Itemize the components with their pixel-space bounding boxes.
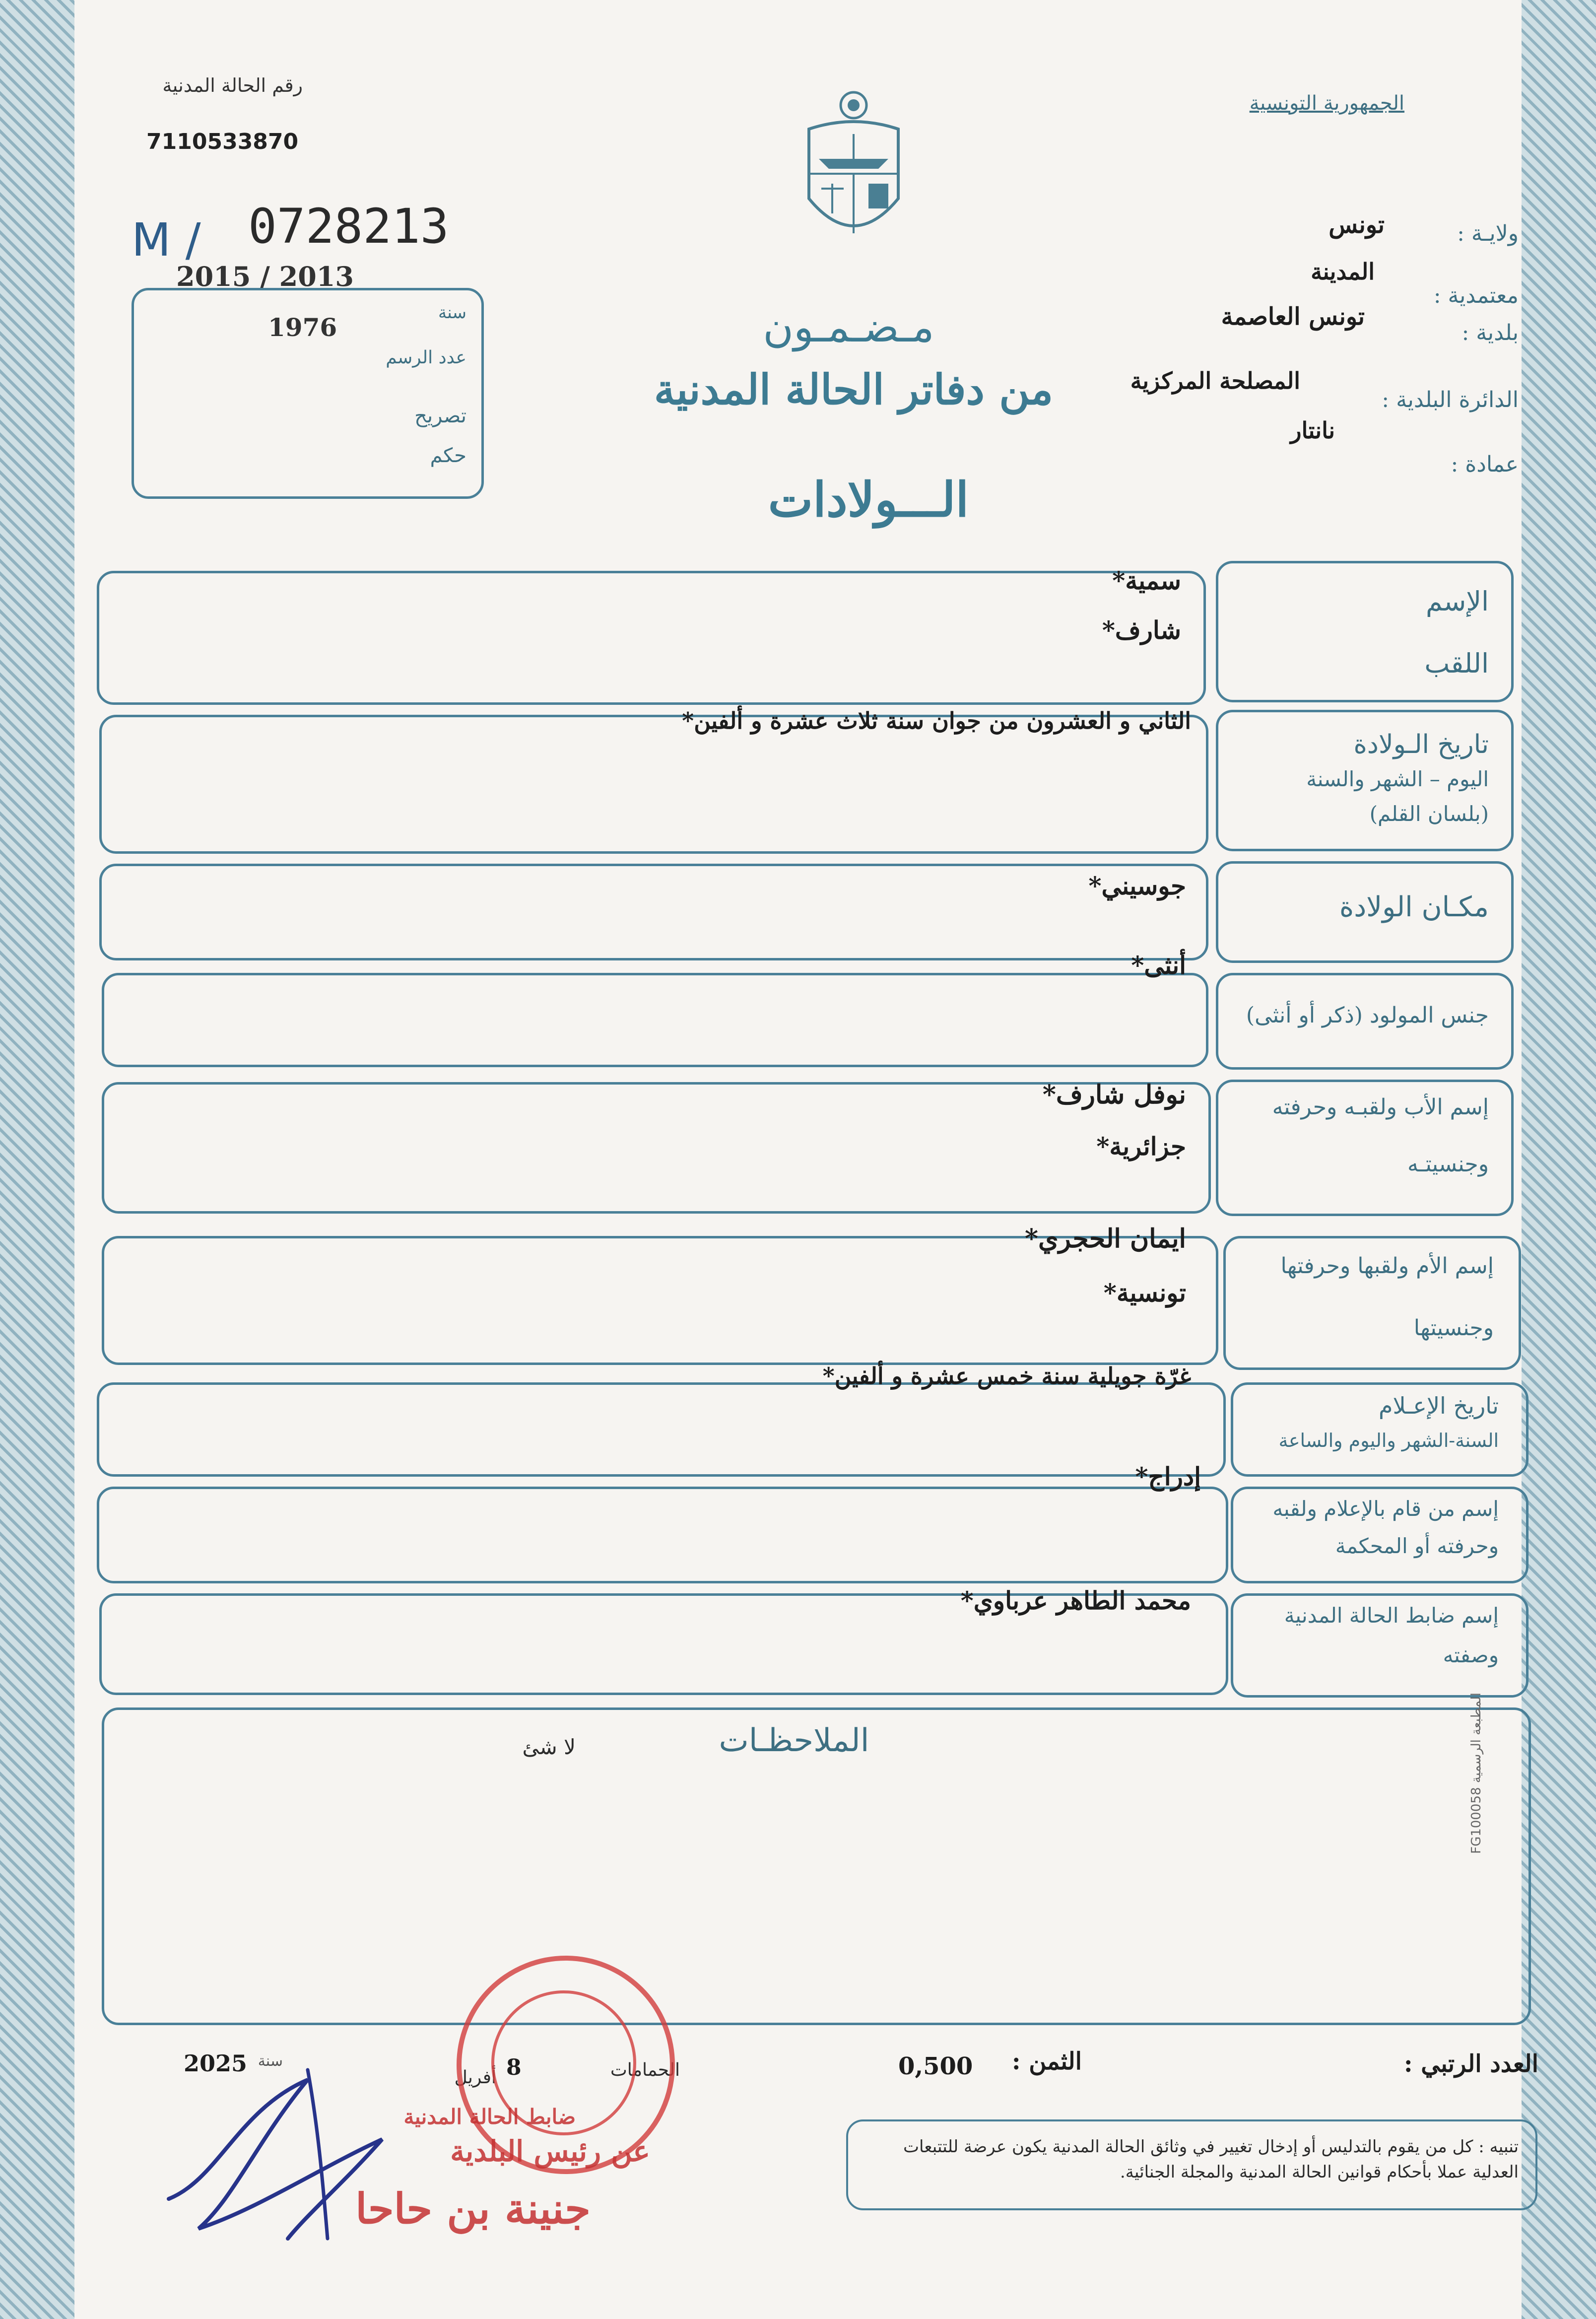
mootamadia-value: المدينة — [1311, 258, 1375, 285]
row-value-surname: شارف* — [1102, 615, 1181, 645]
row-label-father-sub: وجنسيتـه — [1407, 1152, 1489, 1177]
row-value-name: سمية* — [1112, 566, 1181, 595]
civil-number: 7110533870 — [146, 129, 299, 154]
price-value: 0,500 — [898, 2052, 973, 2080]
mootamadia-label: معتمدية : — [1433, 283, 1519, 308]
row-label-birthplace: مكـان الولادة — [1339, 891, 1489, 923]
daira-label: الدائرة البلدية : — [1382, 387, 1519, 412]
baladia-label: بلدية : — [1462, 320, 1519, 345]
row-box-sex-value — [102, 973, 1208, 1067]
decorative-border-left — [0, 0, 74, 2319]
row-label-mother: إسم الأم ولقبها وحرفتها — [1280, 1253, 1494, 1279]
serial-number: 0728213 — [248, 199, 449, 254]
title-line1: مـضـمـون — [763, 303, 934, 351]
stamp-line3: جنينة بن حاحا — [355, 2184, 591, 2233]
handwritten-signature — [159, 2050, 457, 2249]
republic-title: الجمهورية التونسية — [1249, 92, 1404, 115]
row-box-birthdate-value — [99, 715, 1208, 854]
baladia-value: تونس العاصمة — [1221, 303, 1365, 331]
year-value: 2025 — [184, 2050, 248, 2077]
register-number: 1976 — [268, 313, 337, 342]
register-years: 2015 / 2013 — [176, 261, 354, 292]
stamp-line1: ضابط الحالة المدنية — [403, 2105, 576, 2129]
row-label-declarant: إسم من قام بالإعلام ولقبه — [1272, 1497, 1499, 1521]
row-label-birthdate-note: (بلسان القلم) — [1369, 802, 1489, 826]
row-box-name-label — [1216, 561, 1514, 702]
wilaya-label: ولايـة : — [1457, 221, 1519, 246]
row-label-declarant-sub: وحرفته أو المحكمة — [1335, 1534, 1499, 1558]
decorative-border-right — [1522, 0, 1596, 2319]
printer-mark: المطبعة الرسمية FG100058 — [1469, 1693, 1484, 1854]
row-value-birthplace: جوسيني* — [1088, 871, 1186, 900]
register-label-judgment: حكم — [430, 444, 466, 467]
price-label: الثمن : — [1011, 2047, 1082, 2075]
row-label-declaration-date-sub: السنة-الشهر واليوم والساعة — [1278, 1430, 1499, 1451]
row-label-father: إسم الأب ولقبـه وحرفته — [1272, 1094, 1489, 1120]
row-value-birthdate: الثاني و العشرون من جوان سنة ثلاث عشرة و ألفين* — [682, 707, 1191, 734]
omada-value: نانتار — [1290, 417, 1335, 444]
row-value-sex: أنثى* — [1131, 951, 1186, 980]
row-value-declaration-date: غرّة جويلية سنة خمس عشرة و ألفين* — [822, 1363, 1191, 1389]
row-label-officer: إسم ضابط الحالة المدنية — [1284, 1603, 1499, 1628]
row-label-surname: اللقب — [1424, 648, 1489, 679]
row-label-mother-sub: وجنسيتها — [1413, 1315, 1494, 1341]
warning-text: تنبيه : كل من يقوم بالتدليس أو إدخال تغيير في وثائق الحالة المدنية يكون عرضة للتتبعات العدلية عملا بأحكام قوانين الحالة المدنية والمجلة الجنائية. — [903, 2137, 1519, 2182]
row-value-mother-name: ايمان الحجري* — [1024, 1224, 1186, 1254]
year-label: سنة — [258, 2052, 283, 2070]
civil-number-label: رقم الحالة المدنية — [162, 74, 303, 96]
remarks-label: الملاحظـات — [719, 1722, 869, 1759]
title-line3: الـــولادات — [768, 472, 969, 528]
title-line2: من دفاتر الحالة المدنية — [654, 365, 1054, 414]
serial-prefix: M / — [132, 213, 201, 267]
stamp-line2: عن رئيس البلدية — [450, 2134, 650, 2168]
serial-label: العدد الرتبي : — [1403, 2050, 1538, 2078]
omada-label: عمادة : — [1451, 452, 1519, 477]
tunisia-coat-of-arms-icon — [799, 89, 908, 258]
row-value-declarant: إدراج* — [1135, 1462, 1201, 1491]
row-label-name: الإسم — [1426, 586, 1489, 617]
month-value: أفريل — [454, 2067, 496, 2088]
row-label-birthdate: تاريخ الـولادة — [1353, 730, 1489, 759]
daira-value: المصلحة المركزية — [1130, 367, 1300, 394]
row-label-declaration-date: تاريخ الإعـلام — [1378, 1392, 1499, 1419]
row-label-sex: جنس المولود (ذكر أو أنثى) — [1246, 1003, 1489, 1028]
day-value: 8 — [506, 2055, 522, 2080]
row-box-declarant-value — [97, 1487, 1228, 1583]
place-label: الحمامات — [610, 2060, 680, 2080]
remarks-value: لا شئ — [522, 1735, 576, 1759]
row-label-birthdate-sub: اليوم – الشهر والسنة — [1306, 767, 1489, 791]
row-label-officer-sub: وصفته — [1443, 1643, 1499, 1667]
row-value-father-nationality: جزائرية* — [1096, 1132, 1186, 1161]
register-label-year: سنة — [438, 303, 466, 323]
wilaya-value: تونس — [1329, 211, 1385, 239]
row-value-mother-nationality: تونسية* — [1103, 1278, 1186, 1307]
row-value-father-name: نوفل شارف* — [1042, 1080, 1186, 1110]
register-label-declaration: تصريح — [414, 405, 466, 427]
register-label-number: عدد الرسم — [386, 347, 466, 368]
row-value-officer: محمد الطاهر عرباوي* — [960, 1586, 1191, 1615]
